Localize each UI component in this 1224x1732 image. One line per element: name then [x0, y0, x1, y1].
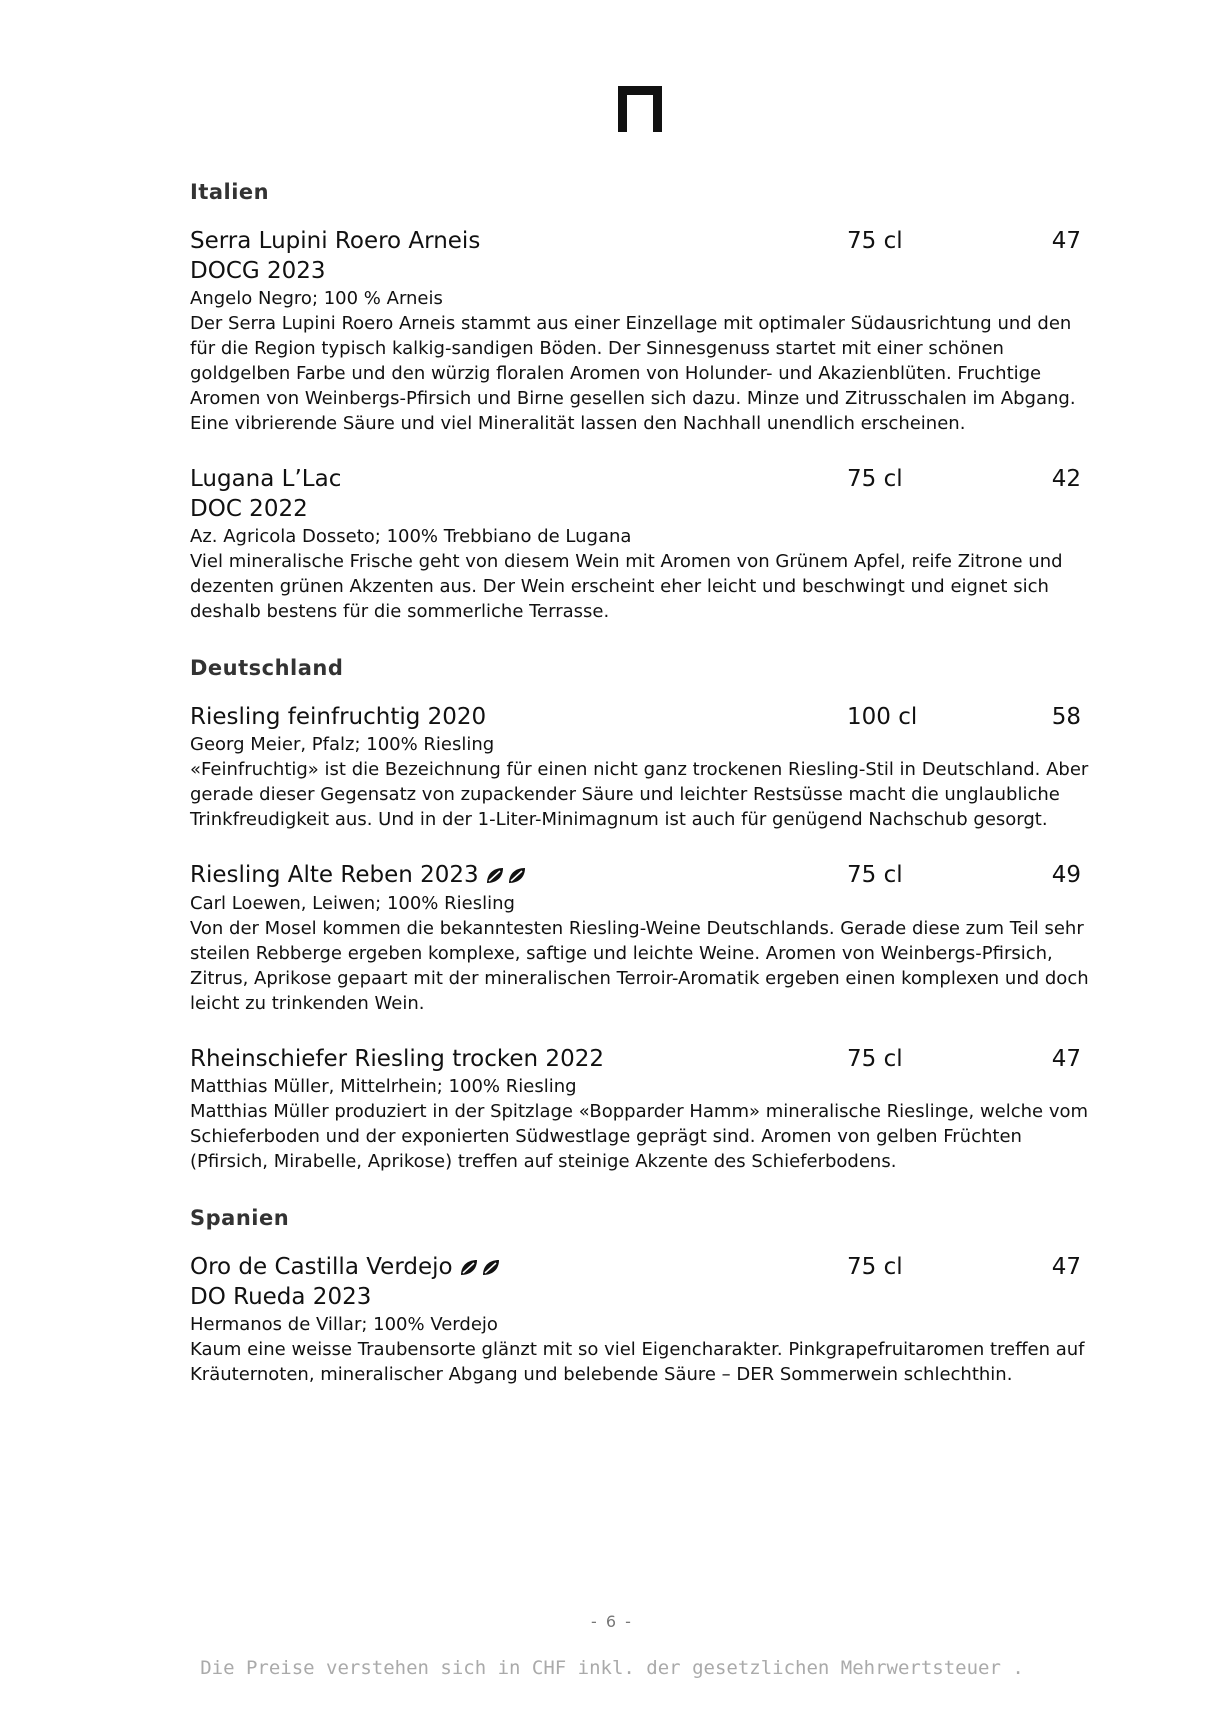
section-spanien — [190, 1204, 1090, 1388]
wine-producer: Angelo Negro; 100 % Arneis — [190, 288, 443, 309]
wine-price: 47 — [1051, 1253, 1081, 1280]
wine-header — [190, 464, 1090, 494]
section-deutschland — [190, 654, 1090, 1174]
wine-name: Lugana L’Lac — [190, 466, 342, 492]
wine-description: «Feinfruchtig» ist die Bezeichnung für einen nicht ganz trockenen Riesling-Stil in Deutschland. Aber gerade dieser Gegensatz von zupackender Säure und leichter Restsüsse macht die unglaubliche Trinkfreudigkeit aus. Und in der 1-Liter-Minimagnum ist auch für genügend Nachschub gesorgt. — [190, 759, 1089, 830]
wine-producer: Carl Loewen, Leiwen; 100% Riesling — [190, 892, 515, 914]
wine-producer: Matthias Müller, Mittelrhein; 100% Riesling — [190, 1075, 577, 1097]
wine-item — [190, 1252, 1090, 1388]
leaf-icon — [459, 1252, 503, 1282]
wine-name: Rheinschiefer Riesling trocken 2022 — [190, 1045, 604, 1072]
wine-description: Von der Mosel kommen die bekanntesten Riesling-Weine Deutschlands. Gerade diese zum Teil sehr steilen Rebberge ergeben komplexe, saftige und leichte Weine. Aromen von Weinbergs-Pfirsich, Zitrus, Aprikose gepaart mit der mineralischen Terroir-Aromatik ergeben einen komplexen und doch leicht zu trinkenden Wein. — [190, 917, 1089, 1014]
wine-size: 75 cl — [847, 1253, 903, 1280]
wine-description: Der Serra Lupini Roero Arneis stammt aus einer Einzellage mit optimaler Südausrichtung und den für die Region typisch kalkig-sandigen Böden. Der Sinnesgenuss startet mit einer schönen goldgelben Farbe und den würzig floralen Aromen von Holunder- und Akazienblüten. Fruchtige Aromen von Weinbergs-Pfirsich und Birne gesellen sich dazu. Minze und Zitrusschalen im Abgang. Eine vibrierende Säure und viel Mineralität lassen den Nachhall unendlich erscheinen. — [190, 313, 1076, 434]
wine-price: 58 — [1051, 704, 1081, 730]
wine-size: 75 cl — [847, 1045, 903, 1072]
wine-producer: Hermanos de Villar; 100% Verdejo — [190, 1314, 498, 1335]
wine-description: Kaum eine weisse Traubensorte glänzt mit so viel Eigencharakter. Pinkgrapefruitaromen treffen auf Kräuternoten, mineralischer Abgang und belebende Säure – DER Sommerwein schlechthin. — [190, 1339, 1085, 1385]
wine-item — [190, 860, 1090, 1016]
wine-price: 47 — [1051, 1045, 1081, 1072]
wine-item — [190, 464, 1090, 624]
wine-list — [190, 178, 1090, 1387]
wine-header — [190, 1044, 1090, 1074]
wine-appellation: DOC 2022 — [190, 496, 308, 522]
wine-header — [190, 1252, 1090, 1283]
wine-name: Oro de Castilla Verdejo — [190, 1253, 453, 1280]
section-italien — [190, 178, 1090, 624]
wine-description: Viel mineralische Frische geht von diesem Wein mit Aromen von Grünem Apfel, reife Zitrone und dezenten grünen Akzenten aus. Der Wein erscheint eher leicht und beschwingt und eignet sich deshalb bestens für die sommerliche Terrasse. — [190, 551, 1063, 622]
wine-item — [190, 1044, 1090, 1174]
footer-note: Die Preise verstehen sich in CHF inkl. der gesetzlichen Mehrwertsteuer . — [200, 1657, 1024, 1679]
section-heading: Spanien — [190, 1205, 290, 1230]
wine-description: Matthias Müller produziert in der Spitzlage «Bopparder Hamm» mineralische Rieslinge, welche vom Schieferboden und der exponierten Südwestlage geprägt sind. Aromen von gelben Früchten (Pfirsich, Mirabelle, Aprikose) treffen auf steinige Akzente des Schieferbodens. — [190, 1100, 1089, 1172]
wine-name: Riesling Alte Reben 2023 — [190, 862, 479, 888]
wine-name: Riesling feinfruchtig 2020 — [190, 704, 487, 730]
logo-icon — [618, 86, 662, 132]
section-heading: Italien — [190, 180, 270, 204]
wine-header — [190, 860, 1090, 891]
wine-size: 100 cl — [847, 704, 918, 730]
wine-appellation: DOCG 2023 — [190, 258, 326, 284]
wine-item — [190, 702, 1090, 832]
wine-name-row — [190, 860, 830, 891]
leaf-icon — [485, 861, 529, 891]
section-heading: Deutschland — [190, 656, 344, 680]
wine-price: 42 — [1051, 466, 1081, 492]
wine-producer: Az. Agricola Dosseto; 100% Trebbiano de Lugana — [190, 526, 632, 547]
wine-header — [190, 702, 1090, 732]
wine-appellation: DO Rueda 2023 — [190, 1284, 372, 1310]
wine-size: 75 cl — [847, 466, 903, 492]
wine-name-row — [190, 1252, 830, 1283]
wine-item — [190, 226, 1090, 436]
wine-size: 75 cl — [847, 228, 903, 254]
wine-size: 75 cl — [847, 862, 903, 888]
wine-price: 49 — [1051, 862, 1081, 888]
wine-producer: Georg Meier, Pfalz; 100% Riesling — [190, 734, 495, 755]
wine-header — [190, 226, 1090, 256]
page-number: - 6 - — [591, 1612, 633, 1631]
wine-name: Serra Lupini Roero Arneis — [190, 228, 481, 254]
wine-price: 47 — [1051, 228, 1081, 254]
